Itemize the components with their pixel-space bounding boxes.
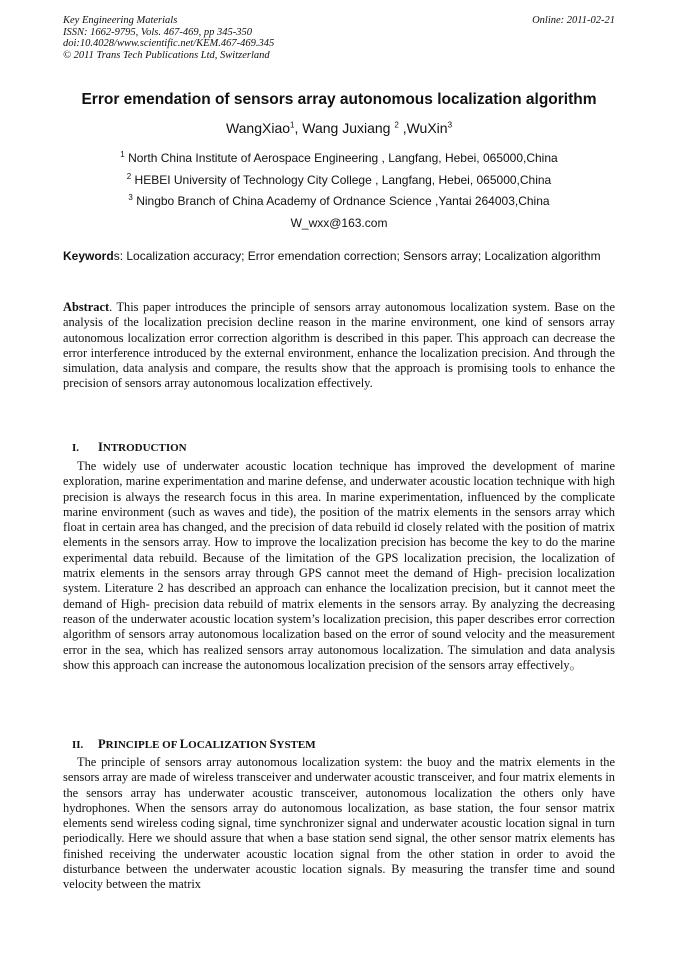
affil-text: HEBEI University of Technology City College , Langfang, Hebei, 065000,China bbox=[131, 173, 552, 187]
affiliation-line bbox=[40, 151, 638, 165]
affil-mark: 1 bbox=[120, 150, 125, 159]
author-affil-mark: 1 bbox=[290, 120, 295, 130]
keywords-text: Localization accuracy; Error emendation correction; Sensors array; Localization algorithm bbox=[126, 249, 601, 263]
journal-name: Key Engineering Materials bbox=[63, 15, 178, 26]
affiliation-line bbox=[40, 194, 638, 208]
section-body: The widely use of underwater acoustic location technique has improved the development of marine exploration, marine experimentation and marine defense, and underwater acoustic location technique with high precision is always the research focus in this area. In marine experimentation, influenced by the complicate marine environment (such as waves and tide), the position of the matrix elements in the sensors array which float in certain area has changed, and the precision of data rebuild id closely related with the position of matrix elements in the sensors array. How to improve the localization precision has become the key to do the marine experimental data rebuild. Because of the limitation of the GPS localization precision, the localization of matrix elements in the sensors array through GPS cannot meet the demand of High- precision localization system. Literature 2 has described an approach can enhance the localization precision, but it cannot meet the demand of High- precision data rebuild of matrix elements in the sensors array. By analyzing the decreasing reason of the underwater acoustic location system’s localization precision, this paper describes error correction algorithm of sensors array autonomous localization based on the error of sound velocity and the measurement error in the sea, which has realized sensors array autonomous localization. The simulation and data analysis show this approach can increase the autonomous localization precision of the sensors array effectively。 bbox=[63, 459, 615, 672]
section-body: The principle of sensors array autonomous localization system: the buoy and the matrix elements in the sensors array are made of wireless transceiver and underwater acoustic transceiver, and four matrix elements in the sensors array has underwater acoustic transceiver, autonomous localization the others only have hydrophones. When the sensors array do autonomous localization, as base station, the four sensor matrix elements send wireless coding signal, time synchronizer signal and underwater acoustic location signal in turn periodically. Here we should assure that when a base station send signal, the other sensor matrix elements has finished receiving the underwater acoustic location signal from the other station in order to avoid the disturbance between the underwater acoustic location signals. By measuring the transfer time and sound velocity between the matrix bbox=[63, 755, 615, 892]
section-title: YSTEM bbox=[276, 739, 316, 751]
author-list bbox=[40, 120, 638, 136]
affil-text: North China Institute of Aerospace Engineering , Langfang, Hebei, 065000,China bbox=[124, 151, 558, 165]
author-affil-mark: 2 bbox=[394, 120, 399, 130]
affil-mark: 2 bbox=[126, 172, 132, 181]
abstract-label: Abstract bbox=[63, 300, 110, 314]
journal-header bbox=[63, 15, 615, 61]
keywords bbox=[63, 250, 615, 264]
author-name: Wang Juxiang bbox=[302, 120, 395, 136]
section-title: NTRODUCTION bbox=[102, 442, 187, 454]
author-affil-mark: 3 bbox=[447, 120, 453, 130]
copyright-line: © 2011 Trans Tech Publications Ltd, Switzerland bbox=[63, 49, 270, 61]
author-email[interactable]: W_wxx@163.com bbox=[290, 216, 388, 230]
section-heading: I. INTRODUCTION bbox=[72, 440, 187, 454]
doi-line: doi:10.4028/www.scientific.net/KEM.467-469.345 bbox=[63, 38, 275, 49]
online-date: Online: 2011-02-21 bbox=[532, 15, 615, 26]
issn-line: ISSN: 1662-9795, Vols. 467-469, pp 345-350 bbox=[63, 26, 252, 38]
section-number: II. bbox=[72, 739, 84, 751]
keywords-label: Keyword bbox=[63, 249, 114, 263]
abstract-text: . This paper introduces the principle of sensors array autonomous localization system. Base on the analysis of the localization precision decline reason in the marine environment, one kind of sensors array autonomous localization error correction algorithm is described in this paper. This approach can decrease the error interference introduced by the external environment, enhance the localization precision. And through the simulation, data analysis and compare, the results show that the approach is promising tools to enhance the precision of sensors array autonomous localization effectively. bbox=[63, 300, 615, 391]
author-name: WuXin bbox=[406, 120, 448, 136]
author-name: WangXiao bbox=[225, 120, 291, 136]
affiliation-line bbox=[40, 173, 638, 187]
abstract bbox=[63, 300, 615, 392]
author-separator: , bbox=[294, 120, 303, 136]
paper-title: Error emendation of sensors array autonomous localization algorithm bbox=[81, 91, 597, 108]
section-number: I. bbox=[72, 442, 80, 454]
keywords-label-suffix: s: bbox=[113, 249, 124, 263]
affil-mark: 3 bbox=[128, 193, 133, 202]
author-separator: , bbox=[398, 120, 407, 136]
affil-text: Ningbo Branch of China Academy of Ordnance Science ,Yantai 264003,China bbox=[132, 194, 550, 208]
section-heading: II. PRINCIPLE OF LOCALIZATION SYSTEM bbox=[72, 737, 316, 751]
